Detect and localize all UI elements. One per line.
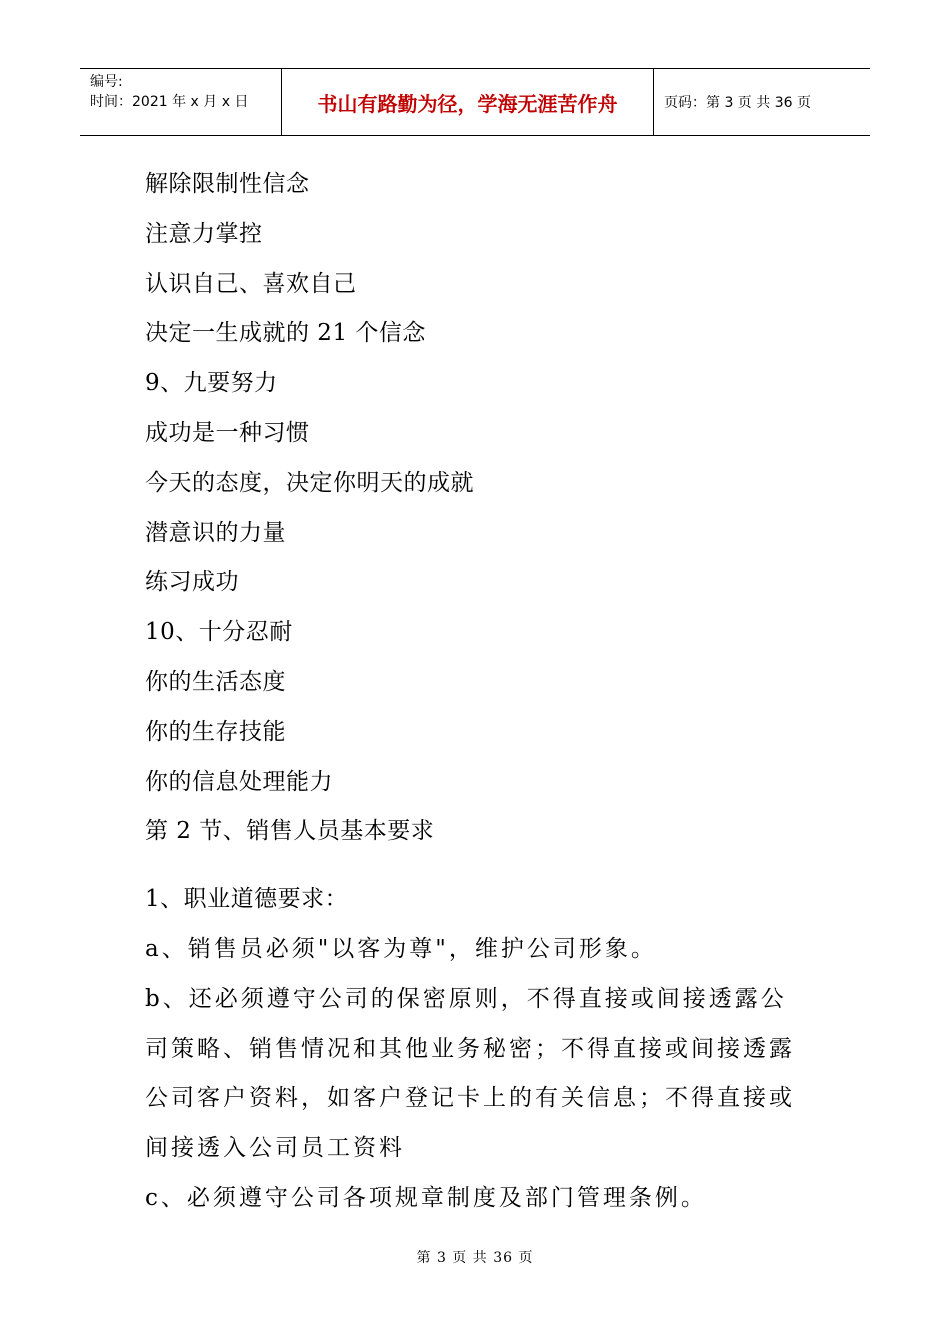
- item-b: b、还必须遵守公司的保密原则，不得直接或间接透露公司策略、销售情况和其他业务秘密；不得直接或间接透露公司客户资料，如客户登记卡上的有关信息；不得直接或间接透入公司员工资料: [145, 985, 795, 1162]
- header-motto: 书山有路勤为径，学海无涯苦作舟: [282, 69, 654, 135]
- outline-line: 你的生活态度: [145, 668, 286, 695]
- page-footer: 第 3 页 共 36 页: [416, 1250, 534, 1266]
- page-header: [80, 68, 870, 136]
- number-label: 编号:: [90, 74, 123, 90]
- item-a: a、销售员必须"以客为尊"，维护公司形象。: [145, 935, 657, 962]
- outline-line: 你的生存技能: [145, 718, 286, 745]
- outline-line: 你的信息处理能力: [145, 768, 333, 795]
- item1-title: 1、职业道德要求：: [145, 886, 349, 913]
- header-page-info: 页码：第 3 页 共 36 页: [664, 95, 811, 111]
- section-gap: [145, 857, 805, 875]
- outline-line: 成功是一种习惯: [145, 419, 310, 446]
- outline-line: 练习成功: [145, 569, 239, 596]
- outline-line: 潜意识的力量: [145, 519, 286, 546]
- item-c: c、必须遵守公司各项规章制度及部门管理条例。: [145, 1184, 707, 1211]
- outline-line: 解除限制性信念: [145, 171, 310, 197]
- document-body: [145, 160, 805, 1224]
- outline-line: 10、十分忍耐: [145, 619, 293, 646]
- outline-line: 第 2 节、销售人员基本要求: [145, 818, 435, 845]
- outline-line: 认识自己、喜欢自己: [145, 270, 357, 297]
- outline-list: [145, 160, 805, 857]
- outline-line: 决定一生成就的 21 个信念: [145, 320, 426, 347]
- time-label: 时间：2021 年 x 月 x 日: [90, 94, 249, 110]
- outline-line: 注意力掌控: [145, 220, 263, 247]
- outline-line: 今天的态度，决定你明天的成就: [145, 469, 474, 496]
- header-meta: [80, 69, 282, 135]
- outline-line: 9、九要努力: [145, 370, 278, 397]
